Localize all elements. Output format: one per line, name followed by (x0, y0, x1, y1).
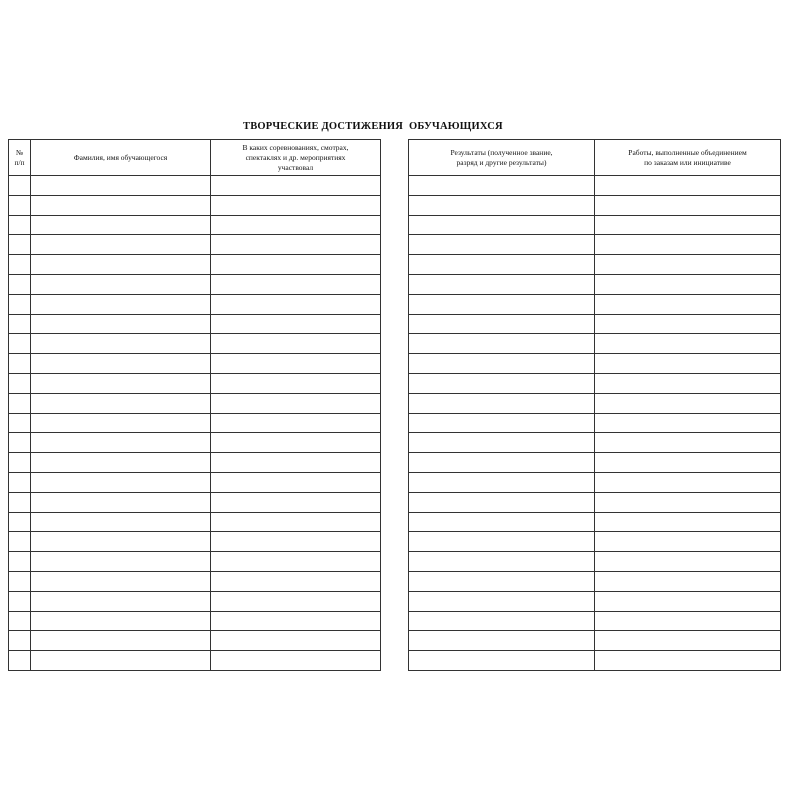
table-cell (211, 255, 381, 275)
table-row (9, 393, 381, 413)
table-row (409, 532, 781, 552)
table-cell (31, 631, 211, 651)
table-row (9, 571, 381, 591)
table-cell (595, 195, 781, 215)
table-cell (595, 215, 781, 235)
table-row (409, 651, 781, 671)
table-row (409, 413, 781, 433)
table-cell (9, 492, 31, 512)
table-cell (595, 453, 781, 473)
table-cell (409, 631, 595, 651)
table-cell (9, 571, 31, 591)
table-row (9, 651, 381, 671)
table-cell (9, 453, 31, 473)
header-works-line: по заказам или инициативе (644, 157, 731, 167)
header-number-line: № (15, 147, 24, 157)
table-cell (211, 393, 381, 413)
table-cell (9, 354, 31, 374)
table-cell (211, 413, 381, 433)
table-cell (595, 314, 781, 334)
table-cell (595, 611, 781, 631)
table-cell (211, 215, 381, 235)
table-row (9, 294, 381, 314)
header-works-line: Работы, выполненные объединением (628, 147, 747, 157)
page-title-left: ТВОРЧЕСКИЕ ДОСТИЖЕНИЯ (243, 121, 404, 132)
table-cell (31, 354, 211, 374)
table-cell (409, 255, 595, 275)
table-row (9, 472, 381, 492)
table-row (9, 453, 381, 473)
header-events (211, 140, 381, 176)
table-cell (595, 413, 781, 433)
table-cell (31, 552, 211, 572)
table-row (9, 195, 381, 215)
table-cell (595, 255, 781, 275)
table-cell (31, 413, 211, 433)
table-cell (31, 334, 211, 354)
table-row (409, 453, 781, 473)
table-cell (409, 334, 595, 354)
table-cell (9, 552, 31, 572)
table-cell (211, 453, 381, 473)
table-cell (595, 373, 781, 393)
table-cell (211, 195, 381, 215)
header-results (409, 140, 595, 176)
table-row (409, 571, 781, 591)
table-cell (595, 274, 781, 294)
header-student-name-line: Фамилия, имя обучающегося (73, 152, 168, 162)
table-row (409, 611, 781, 631)
table-cell (211, 532, 381, 552)
table-row (9, 512, 381, 532)
header-events-line: В каких соревнованиях, смотрах, (242, 142, 349, 152)
table-cell (595, 354, 781, 374)
table-row (409, 631, 781, 651)
table-cell (409, 472, 595, 492)
table-cell (409, 611, 595, 631)
table-cell (595, 571, 781, 591)
table-header-row (409, 140, 781, 176)
table-row (409, 255, 781, 275)
header-number (9, 140, 31, 176)
table-cell (409, 651, 595, 671)
table-cell (595, 294, 781, 314)
table-row (409, 492, 781, 512)
table-row (9, 433, 381, 453)
table-row (409, 373, 781, 393)
table-cell (9, 176, 31, 196)
table-cell (31, 611, 211, 631)
table-row (9, 274, 381, 294)
table-cell (9, 314, 31, 334)
table-cell (409, 235, 595, 255)
table-row (9, 532, 381, 552)
table-row (9, 215, 381, 235)
table-cell (9, 651, 31, 671)
table-cell (409, 274, 595, 294)
table-row (9, 255, 381, 275)
table-row (409, 274, 781, 294)
header-results-line: разряд и другие результаты) (456, 157, 547, 167)
table-cell (211, 433, 381, 453)
table-cell (409, 492, 595, 512)
header-student-name (31, 140, 211, 176)
table-cell (211, 314, 381, 334)
table-cell (31, 235, 211, 255)
table-cell (9, 274, 31, 294)
achievements-table-left (8, 139, 381, 671)
table-cell (31, 176, 211, 196)
table-cell (595, 591, 781, 611)
table-cell (595, 512, 781, 532)
table-cell (211, 472, 381, 492)
table-cell (9, 334, 31, 354)
table-cell (409, 393, 595, 413)
table-cell (31, 373, 211, 393)
table-cell (409, 532, 595, 552)
table-cell (409, 215, 595, 235)
table-cell (211, 492, 381, 512)
table-cell (211, 571, 381, 591)
table-cell (211, 354, 381, 374)
table-cell (595, 532, 781, 552)
table-cell (211, 591, 381, 611)
table-cell (211, 176, 381, 196)
table-row (9, 413, 381, 433)
table-cell (31, 532, 211, 552)
table-cell (9, 215, 31, 235)
table-cell (409, 413, 595, 433)
table-row (9, 492, 381, 512)
table-cell (409, 373, 595, 393)
table-row (9, 591, 381, 611)
table-cell (595, 492, 781, 512)
table-cell (595, 433, 781, 453)
table-row (9, 373, 381, 393)
table-cell (31, 512, 211, 532)
table-cell (9, 611, 31, 631)
table-cell (595, 552, 781, 572)
table-row (9, 631, 381, 651)
table-cell (31, 274, 211, 294)
table-cell (9, 532, 31, 552)
table-row (409, 334, 781, 354)
table-cell (9, 631, 31, 651)
table-cell (211, 294, 381, 314)
table-cell (9, 235, 31, 255)
table-cell (9, 512, 31, 532)
header-events-line: участвовал (277, 162, 314, 172)
table-cell (31, 255, 211, 275)
table-row (9, 552, 381, 572)
table-cell (409, 195, 595, 215)
table-cell (595, 651, 781, 671)
table-cell (31, 393, 211, 413)
table-cell (595, 472, 781, 492)
table-row (409, 433, 781, 453)
table-cell (409, 512, 595, 532)
table-row (409, 393, 781, 413)
table-cell (595, 235, 781, 255)
table-cell (409, 176, 595, 196)
achievements-table-right (408, 139, 781, 671)
table-row (9, 314, 381, 334)
table-cell (595, 176, 781, 196)
table-cell (9, 373, 31, 393)
table-cell (409, 294, 595, 314)
table-cell (31, 571, 211, 591)
table-row (409, 195, 781, 215)
header-results-line: Результаты (полученное звание, (450, 147, 553, 157)
table-row (409, 552, 781, 572)
table-cell (595, 393, 781, 413)
table-cell (409, 552, 595, 572)
table-cell (211, 373, 381, 393)
table-header-row (9, 140, 381, 176)
table-row (409, 472, 781, 492)
header-number-line: п/п (14, 157, 25, 167)
page-title-right: ОБУЧАЮЩИХСЯ (409, 121, 503, 132)
table-row (409, 176, 781, 196)
table-cell (9, 195, 31, 215)
table-row (9, 334, 381, 354)
table-row (9, 354, 381, 374)
table-cell (31, 314, 211, 334)
table-cell (409, 591, 595, 611)
table-row (409, 591, 781, 611)
table-cell (31, 294, 211, 314)
table-cell (31, 433, 211, 453)
table-cell (211, 552, 381, 572)
table-cell (595, 334, 781, 354)
table-cell (9, 591, 31, 611)
table-row (409, 314, 781, 334)
table-cell (211, 651, 381, 671)
table-row (409, 235, 781, 255)
header-works (595, 140, 781, 176)
table-cell (9, 294, 31, 314)
table-cell (31, 651, 211, 671)
table-cell (211, 631, 381, 651)
table-row (409, 512, 781, 532)
table-cell (31, 472, 211, 492)
table-cell (409, 453, 595, 473)
table-cell (211, 274, 381, 294)
table-cell (31, 195, 211, 215)
table-row (9, 235, 381, 255)
table-cell (409, 571, 595, 591)
table-cell (211, 334, 381, 354)
table-cell (409, 354, 595, 374)
header-events-line: спектаклях и др. мероприятиях (245, 152, 346, 162)
table-cell (211, 235, 381, 255)
table-row (409, 294, 781, 314)
table-cell (409, 314, 595, 334)
table-cell (9, 413, 31, 433)
table-cell (31, 492, 211, 512)
table-cell (211, 611, 381, 631)
table-cell (211, 512, 381, 532)
table-cell (9, 433, 31, 453)
table-cell (9, 472, 31, 492)
table-cell (31, 215, 211, 235)
table-row (409, 215, 781, 235)
table-cell (409, 433, 595, 453)
table-cell (31, 453, 211, 473)
table-row (9, 176, 381, 196)
table-cell (595, 631, 781, 651)
table-cell (9, 393, 31, 413)
table-row (409, 354, 781, 374)
table-cell (31, 591, 211, 611)
table-cell (9, 255, 31, 275)
table-row (9, 611, 381, 631)
